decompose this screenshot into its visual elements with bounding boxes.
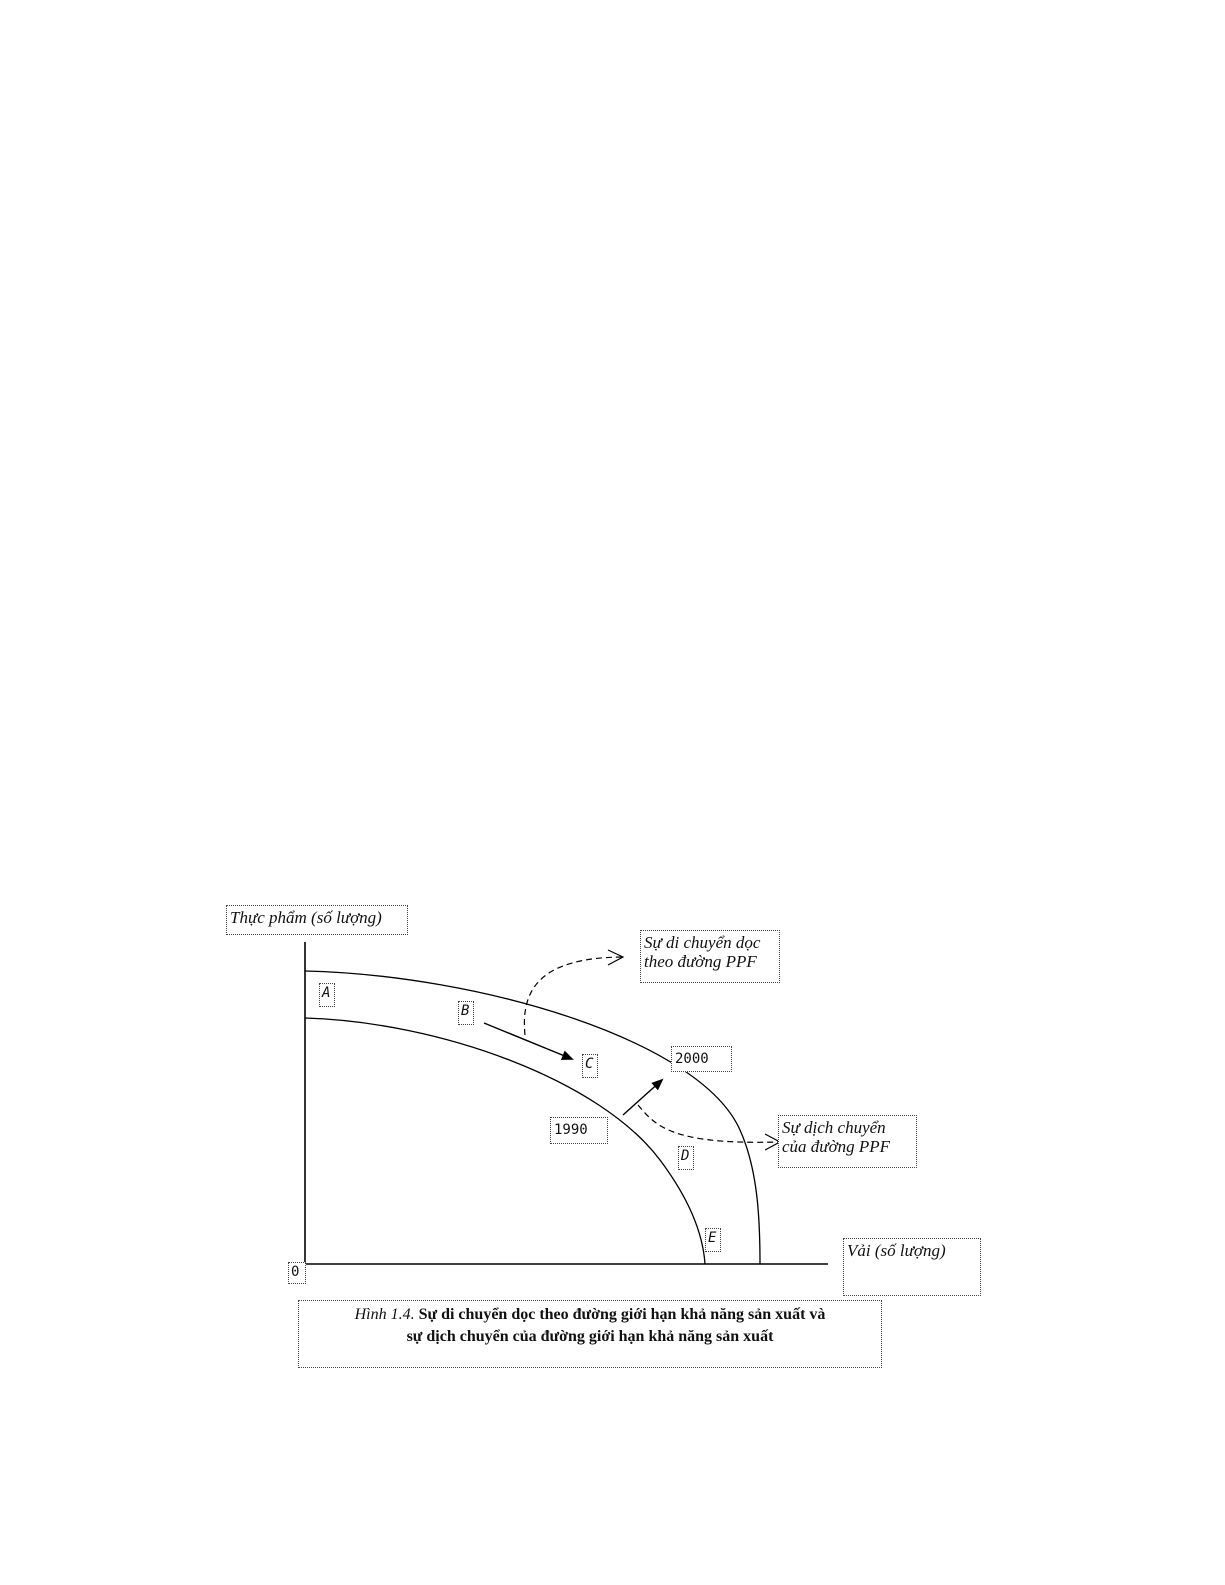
shift-arrow	[623, 1080, 662, 1115]
movement-annotation-line2: theo đường PPF	[644, 952, 757, 971]
shift-annotation-line1: Sự dịch chuyển	[782, 1118, 886, 1137]
caption-line1	[299, 1304, 881, 1326]
ppf-2000-label: 2000	[671, 1046, 732, 1072]
point-e-label: E	[705, 1228, 721, 1252]
shift-annotation-arrow	[638, 1105, 778, 1142]
origin-label: 0	[288, 1262, 306, 1284]
caption-text-line1: Sự di chuyển dọc theo đường giới hạn khả năng sản xuất và	[418, 1306, 826, 1323]
movement-annotation	[640, 930, 780, 983]
caption-number: Hình 1.4.	[354, 1306, 415, 1323]
ppf-curve-1990	[305, 1018, 705, 1264]
point-a-label: A	[319, 983, 335, 1007]
point-d-label: D	[678, 1146, 694, 1170]
figure-caption	[298, 1300, 882, 1368]
movement-arrow	[484, 1023, 572, 1059]
shift-annotation-line2: của đường PPF	[782, 1137, 891, 1156]
shift-annotation	[778, 1115, 917, 1168]
x-axis-label: Vải (số lượng)	[843, 1238, 981, 1296]
ppf-curve-2000	[305, 971, 760, 1264]
y-axis-label: Thực phẩm (số lượng)	[226, 905, 408, 935]
point-c-label: C	[582, 1054, 598, 1078]
point-b-label: B	[458, 1001, 474, 1025]
movement-annotation-line1: Sự di chuyển dọc	[644, 933, 761, 952]
ppf-1990-label: 1990	[550, 1117, 608, 1144]
caption-text-line2: sự dịch chuyển của đường giới hạn khả năng sản xuất	[406, 1328, 774, 1345]
movement-annotation-arrow	[524, 957, 622, 1035]
